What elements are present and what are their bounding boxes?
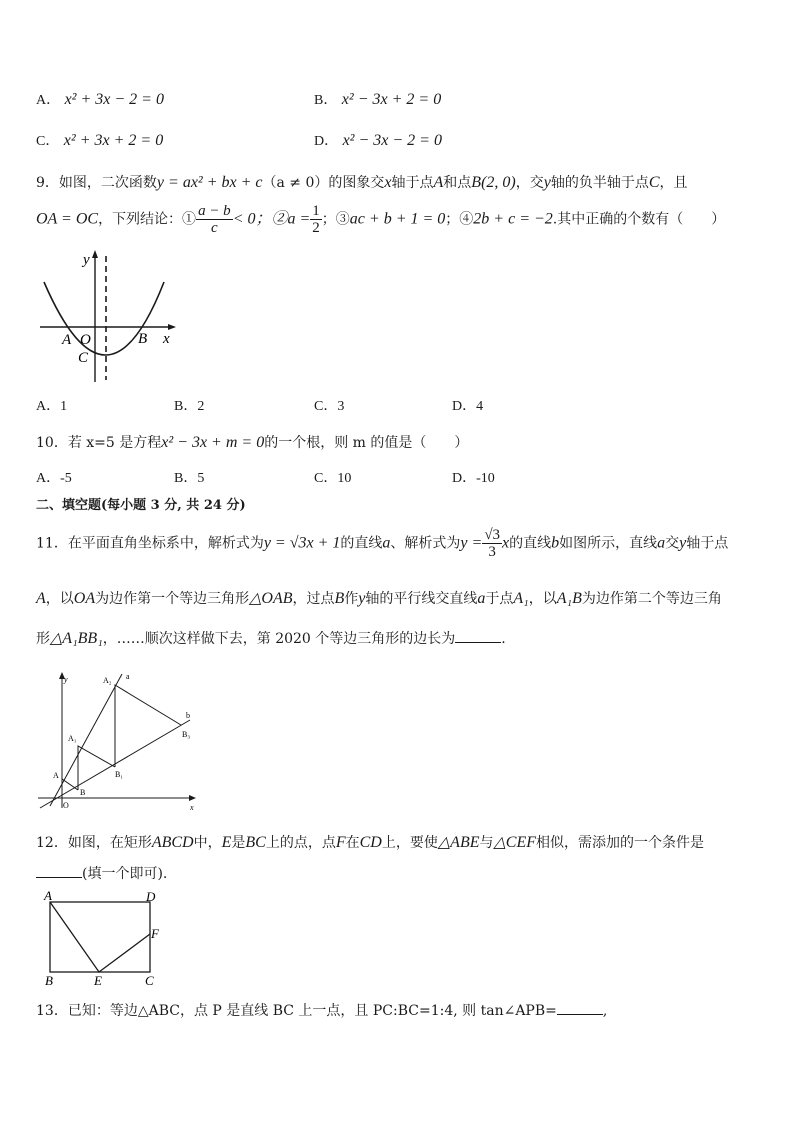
q9-function: y = ax² + bx + c xyxy=(156,174,263,191)
q11-text: ，……顺次这样做下去，第 2020 个等边三角形的边长为 xyxy=(102,631,456,647)
q9-text: ，下列结论：① xyxy=(98,211,197,228)
q11-text: 的直线 xyxy=(340,535,383,552)
point-c-label: C xyxy=(145,973,154,988)
q9-text: ；③ xyxy=(321,211,350,228)
q11-text: ，以 xyxy=(528,591,557,607)
q13-question xyxy=(36,1000,607,1020)
q11-line2 xyxy=(36,588,722,608)
q12-var: △CEF xyxy=(493,834,537,851)
option-expr: x² − 3x − 2 = 0 xyxy=(342,132,442,149)
q10-option-a: A．-5 xyxy=(36,471,72,486)
q11-text: 轴的平行线交直线 xyxy=(365,591,478,607)
q9-option-c: C．3 xyxy=(314,399,345,414)
q12-text: 上，要使 xyxy=(381,835,438,851)
q9-option-d: D．4 xyxy=(452,399,484,414)
q9-expr: 2b + c = −2 xyxy=(473,210,553,228)
line-a xyxy=(50,674,122,806)
q12-line2 xyxy=(36,863,167,883)
q11-var: y xyxy=(358,590,366,607)
q9-expr: a = xyxy=(287,210,311,228)
line-b-label: b xyxy=(186,711,190,720)
point-a-label: A xyxy=(44,888,52,903)
q9-text: ，交 xyxy=(515,175,544,191)
q9-line1 xyxy=(36,172,688,192)
q11-line3 xyxy=(36,628,506,648)
q12-text: 相似，需添加的一个条件是 xyxy=(536,835,705,851)
q12-text: 是 xyxy=(231,835,246,851)
numerator: a − b xyxy=(198,203,231,219)
q10-text: 10．若 x=5 是方程 xyxy=(36,435,162,451)
q9-line2 xyxy=(36,203,725,236)
q11-text: 作 xyxy=(344,591,359,607)
denominator: c xyxy=(211,220,218,236)
q9-var: A xyxy=(433,174,444,191)
option-expr: x² + 3x + 2 = 0 xyxy=(63,132,164,149)
point-a-label: A xyxy=(62,332,72,348)
q9-text: 的图象交 xyxy=(328,175,385,191)
denominator: 2 xyxy=(312,220,320,236)
q11-text: 交 xyxy=(665,535,680,552)
triangle-oab xyxy=(62,779,78,798)
q12-text: 中， xyxy=(193,835,222,851)
option-expr: x² − 3x + 2 = 0 xyxy=(341,91,442,108)
q9-text: 轴的负半轴于点 xyxy=(550,175,649,191)
y-label: y xyxy=(83,252,90,268)
q11-text: 轴于点 xyxy=(686,535,729,552)
answer-blank[interactable] xyxy=(557,1002,603,1015)
q8-option-a xyxy=(36,89,164,109)
point-a2-label: A₂ xyxy=(103,676,112,685)
x-axis-arrow xyxy=(168,324,176,330)
q13-text: 13．已知：等边△ABC，点 P 是直线 BC 上一点，且 PC:BC=1:4, 则 tan∠APB= xyxy=(36,1003,557,1019)
q9-var: y xyxy=(543,174,551,191)
q11-text: 的直线 xyxy=(509,535,552,552)
point-d-label: D xyxy=(146,889,156,904)
x-axis-arrow xyxy=(189,795,196,801)
point-c-label: C xyxy=(78,350,89,366)
q11-text: . xyxy=(501,631,506,647)
q9-text: ；④ xyxy=(445,211,474,228)
q10-option-c: C．10 xyxy=(314,471,352,486)
q11-text: 、解析式为 xyxy=(390,535,461,552)
q11-var: OA xyxy=(73,590,96,607)
q12-text: 与 xyxy=(479,835,494,851)
q12-var: △ABE xyxy=(437,834,480,851)
q12-text: 在 xyxy=(345,835,360,851)
q10-question xyxy=(36,432,468,452)
denominator: 3 xyxy=(488,544,496,560)
y-axis-arrow xyxy=(92,250,98,258)
q11-var: a xyxy=(382,534,391,552)
q9-text: < 0；② xyxy=(232,210,288,228)
q11-var: y xyxy=(679,534,687,552)
point-b-label: B xyxy=(138,331,148,347)
q9-text: .其中正确的个数有（ ） xyxy=(552,211,726,228)
q11-var: b xyxy=(551,534,560,552)
q11-text: 11．在平面直角坐标系中，解析式为 xyxy=(36,535,264,552)
q9-fraction-2 xyxy=(310,203,322,236)
x-label: x xyxy=(163,331,170,347)
q11-text: 形 xyxy=(36,631,50,647)
numerator: 1 xyxy=(312,203,320,219)
point-a-label: A xyxy=(53,771,59,780)
answer-blank[interactable] xyxy=(455,630,501,643)
q10-option-d: D．-10 xyxy=(452,471,495,486)
q11-var: B xyxy=(334,590,345,607)
q10-option-b: B．5 xyxy=(174,471,205,486)
q9-var: x xyxy=(384,174,392,191)
triangle-a2b1b2 xyxy=(115,685,181,767)
line-a-label: a xyxy=(126,672,130,681)
option-label: A． xyxy=(36,93,61,108)
q11-var: △A₁BB₁ xyxy=(50,630,103,647)
option-label: D． xyxy=(314,134,339,149)
q9-var: C xyxy=(648,174,660,191)
x-label: x xyxy=(190,803,194,812)
option-expr: x² + 3x − 2 = 0 xyxy=(64,91,164,108)
origin-label: O xyxy=(63,801,69,810)
q12-line1 xyxy=(36,832,704,852)
q11-text: ，以 xyxy=(45,591,74,607)
q12-var: F xyxy=(335,834,346,851)
point-b3-label: B₃ xyxy=(182,730,191,739)
q9-option-a: A．1 xyxy=(36,399,68,414)
q11-text: ，过点 xyxy=(292,591,335,607)
q11-triangles-figure xyxy=(36,668,200,814)
q11-line1 xyxy=(36,527,728,560)
q11-text: 为边作第二个等边三角 xyxy=(581,591,722,607)
segments-ae-ef xyxy=(50,902,150,972)
q9-option-b: B．2 xyxy=(174,399,205,414)
option-label: C． xyxy=(36,134,60,149)
y-label: y xyxy=(64,675,68,684)
q12-text: 上的点，点 xyxy=(265,835,336,851)
q11-var: A₁B xyxy=(556,590,582,607)
q9-text: 和点 xyxy=(443,175,472,191)
numerator: √3 xyxy=(484,527,501,543)
origin-label: O xyxy=(80,332,91,348)
q11-fraction xyxy=(482,527,502,560)
q9-fraction-1 xyxy=(196,203,233,236)
q12-text: 12．如图，在矩形 xyxy=(36,835,152,851)
point-f-label: F xyxy=(151,926,159,941)
q10-text: 的一个根，则 m 的值是（ ） xyxy=(264,435,469,451)
q8-option-d xyxy=(314,130,442,150)
q8-option-b xyxy=(314,89,441,109)
q10-equation: x² − 3x + m = 0 xyxy=(161,434,265,451)
q8-option-c xyxy=(36,130,163,150)
section-title: 二、填空题(每小题 3 分, 共 24 分) xyxy=(36,498,246,513)
q12-var: CD xyxy=(359,834,382,851)
point-e-label: E xyxy=(94,973,102,988)
q9-condition: OA = OC xyxy=(36,210,99,228)
point-b-label: B xyxy=(80,788,86,797)
triangle-a1bb1 xyxy=(78,746,115,790)
q9-condition: （a ≠ 0） xyxy=(262,175,329,191)
q11-var: △OAB xyxy=(249,590,293,607)
q11-var: A xyxy=(36,590,46,607)
option-label: B． xyxy=(314,93,338,108)
q11-text: 于点 xyxy=(485,591,514,607)
q12-text: (填一个即可). xyxy=(82,866,168,882)
point-b-label: B xyxy=(45,973,53,988)
q9-text: 轴于点 xyxy=(391,175,434,191)
q9-text: 9．如图，二次函数 xyxy=(36,175,157,191)
rectangle-abcd xyxy=(50,902,150,972)
q11-equation-b: y = xyxy=(460,534,483,552)
q12-rectangle-figure xyxy=(40,888,168,988)
q11-var: a xyxy=(657,534,666,552)
q12-var: E xyxy=(221,834,232,851)
q9-var: B(2, 0) xyxy=(471,174,516,191)
q9-text: ，且 xyxy=(659,175,688,191)
q12-var: BC xyxy=(245,834,266,851)
q11-text: 为边作第一个等边三角形 xyxy=(95,591,250,607)
q11-var: a xyxy=(477,590,486,607)
q9-expr: ac + b + 1 = 0 xyxy=(349,210,446,228)
answer-blank[interactable] xyxy=(36,865,82,878)
q11-equation-a: y = √3x + 1 xyxy=(263,534,341,552)
point-b1-label: B₁ xyxy=(115,770,124,779)
point-a1-label: A₁ xyxy=(68,734,77,743)
q11-var: x xyxy=(502,534,510,552)
q9-parabola-figure xyxy=(36,246,181,386)
q13-text: , xyxy=(602,1003,608,1019)
q11-var: A₁ xyxy=(513,590,529,607)
q12-var: ABCD xyxy=(151,834,194,851)
q11-text: 如图所示，直线 xyxy=(559,535,658,552)
